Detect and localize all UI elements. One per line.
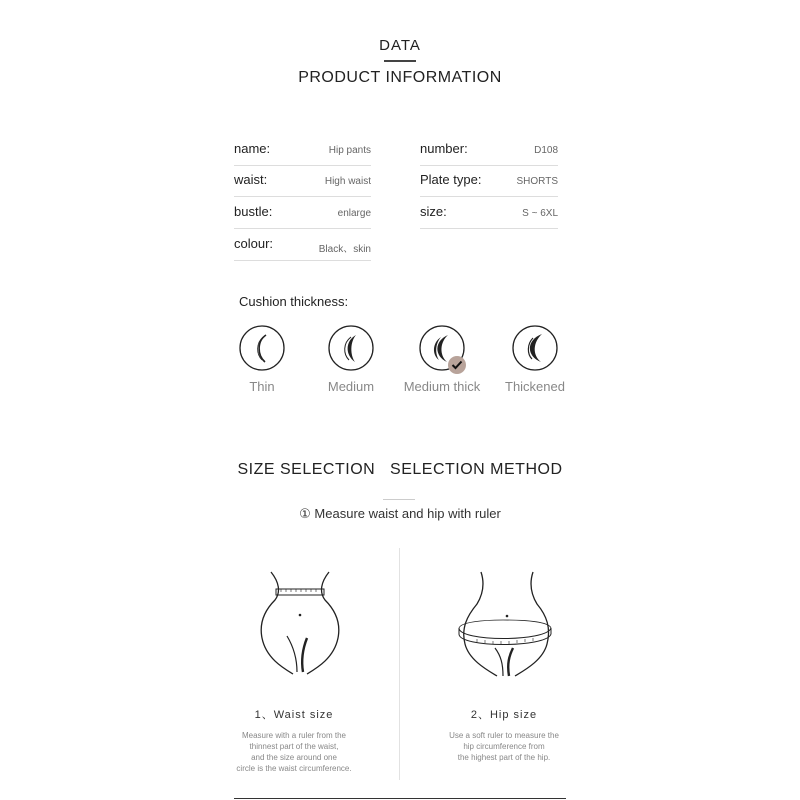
info-row-colour [234,236,371,261]
cushion-label: Medium [327,379,375,394]
info-value: Black、skin [318,244,371,255]
info-label: number: [420,141,468,156]
thickened-cushion-icon [512,325,558,371]
info-value: D108 [534,145,558,156]
desc-line: thinnest part of the waist, [249,742,339,751]
hip-size-description [404,730,604,763]
info-value: enlarge [337,208,371,219]
selected-check-icon [447,355,467,375]
desc-line: circle is the waist circumference. [236,764,352,773]
cushion-label: Thin [249,379,275,394]
medium-cushion-icon [328,325,374,371]
cushion-label: Thickened [505,379,565,394]
info-label: colour: [234,236,274,251]
info-row-name [234,141,371,166]
info-label: bustle: [234,204,273,219]
info-label: waist: [234,172,268,187]
waist-size-description [194,730,394,774]
section-title-product-information: PRODUCT INFORMATION [298,69,502,86]
info-row-bustle [234,204,371,229]
info-row-size [420,204,558,229]
hip-size-title: 2、Hip size [470,709,538,721]
size-selection-heading: SIZE SELECTION SELECTION METHOD [237,461,563,478]
desc-line: hip circumference from [463,742,545,751]
waist-measurement-illustration [245,568,355,683]
info-value: High waist [324,176,371,187]
info-row-number [420,141,558,166]
hip-measurement-illustration [447,568,559,683]
info-value: SHORTS [516,176,558,187]
bottom-divider [234,798,566,799]
info-value: S ~ 6XL [522,208,558,219]
desc-line: Use a soft ruler to measure the [449,731,559,740]
cushion-thickness-title: Cushion thickness: [239,294,349,309]
measure-instruction: ① Measure waist and hip with ruler [299,506,501,521]
info-value: Hip pants [328,145,371,156]
info-row-plate-type [420,172,558,197]
title-underline [384,60,416,62]
cushion-label: Medium thick [403,379,481,394]
desc-line: and the size around one [251,753,337,762]
info-label: name: [234,141,271,156]
info-label: Plate type: [420,172,482,187]
thin-cushion-icon [239,325,285,371]
info-row-waist [234,172,371,197]
section-title-data: DATA [379,37,421,54]
waist-size-title: 1、Waist size [254,709,334,721]
desc-line: Measure with a ruler from the [241,731,347,740]
heading-underline [383,499,415,500]
vertical-divider [399,548,400,780]
desc-line: the highest part of the hip. [457,753,551,762]
info-label: size: [420,204,447,219]
